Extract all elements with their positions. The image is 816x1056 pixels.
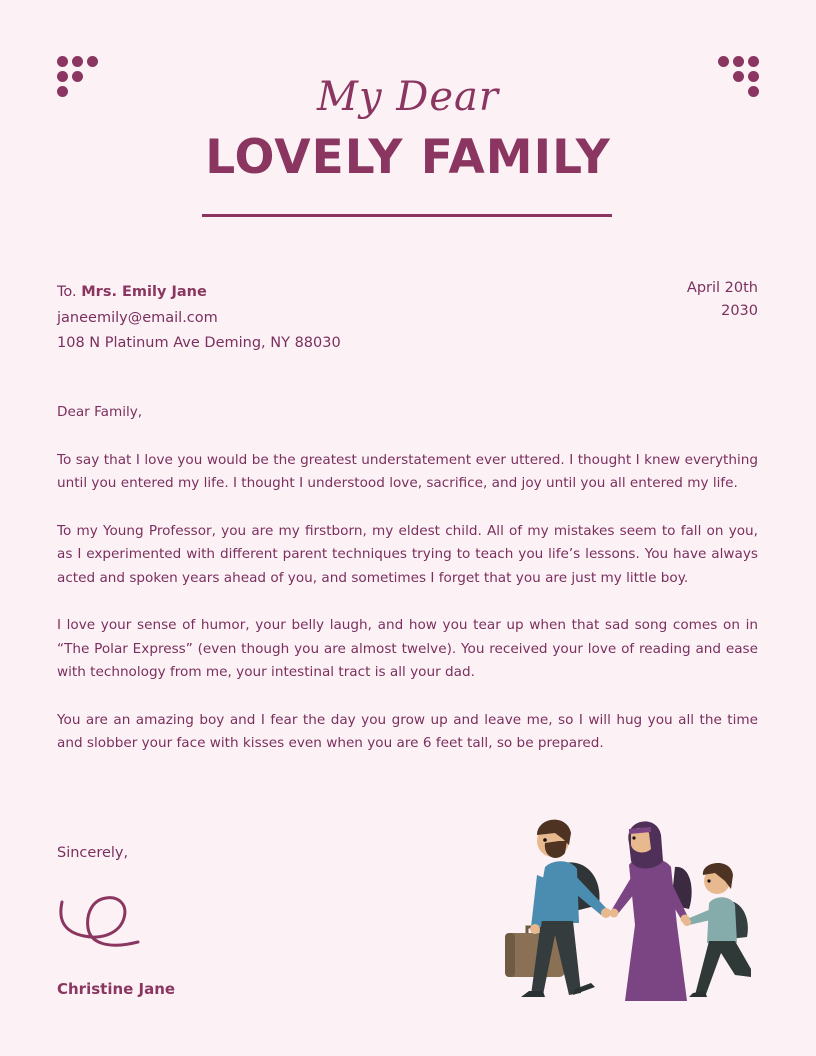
- script-title: My Dear: [317, 74, 499, 120]
- letter-paragraph: To my Young Professor, you are my firstborn, my eldest child. All of my mistakes seem to fall on you, as I experimented with different parent techniques trying to teach you life’s lessons. You have always acted and spoken years ahead of you, and sometimes I forget that you are just my little boy.: [57, 522, 758, 586]
- recipient-name: Mrs. Emily Jane: [81, 284, 207, 300]
- letter-body: [57, 401, 758, 780]
- letter-greeting: Dear Family,: [57, 404, 143, 420]
- recipient-email: janeemily@email.com: [57, 309, 218, 326]
- signature-scribble-icon: [56, 890, 146, 964]
- recipient-address: 108 N Platinum Ave Deming, NY 88030: [57, 335, 341, 351]
- letter-paragraph: You are an amazing boy and I fear the day you grow up and leave me, so I will hug you all the time and slobber your face with kisses even when you are 6 feet tall, so be prepared.: [57, 711, 758, 751]
- title-divider: [202, 214, 612, 217]
- signer-name: Christine Jane: [57, 980, 176, 998]
- date-year: 2030: [721, 303, 758, 319]
- recipient-line: [57, 280, 341, 306]
- main-title: LOVELY FAMILY: [205, 130, 611, 185]
- date-day: April 20th: [686, 280, 758, 296]
- letter-date: [687, 277, 758, 323]
- recipient-prefix: To.: [57, 284, 77, 300]
- letter-paragraph: I love your sense of humor, your belly laugh, and how you tear up when that sad song comes on in “The Polar Express” (even though you are almost twelve). You received your love of reading and ease with technology from me, your intestinal tract is all your dad.: [57, 617, 758, 680]
- walking-family-illustration-icon: [495, 805, 770, 1014]
- letter-closing: Sincerely,: [57, 845, 129, 861]
- recipient-block: [57, 280, 341, 357]
- letter-paragraph: To say that I love you would be the greatest understatement ever uttered. I thought I knew everything until you entered my life. I thought I understood love, sacrifice, and joy until you all entered my life.: [57, 451, 758, 491]
